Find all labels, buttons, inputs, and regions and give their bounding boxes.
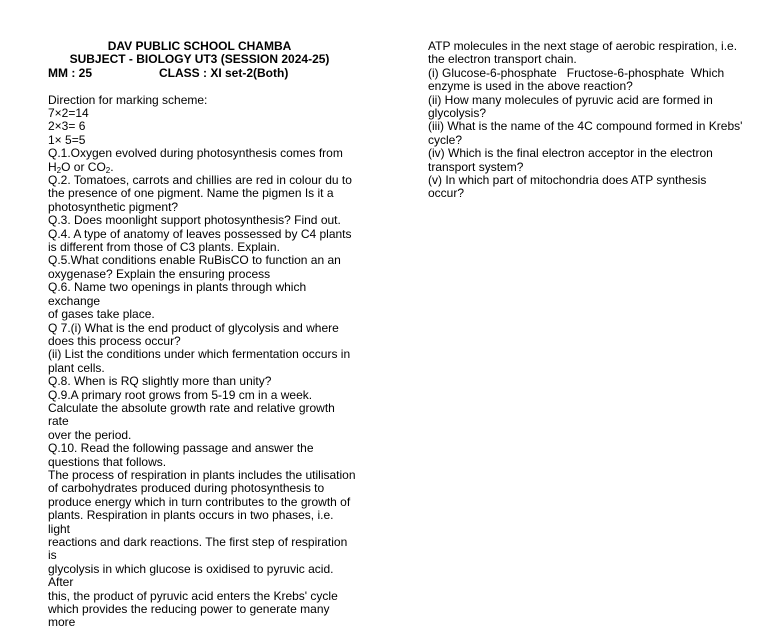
- left-line: 2×3= 6: [48, 119, 86, 134]
- left-line: Q.6. Name two openings in plants through which exchange: [48, 280, 310, 308]
- left-line: Q.9.A primary root grows from 5-19 cm in a week.: [48, 387, 313, 402]
- right-line: (i) Glucose-6-phosphate Fructose-6-phosphate Which: [428, 65, 725, 80]
- right-line: occur?: [428, 186, 465, 201]
- formula-part: 2: [105, 165, 111, 175]
- formula-part: .: [110, 159, 114, 174]
- right-line: enzyme is used in the above reaction?: [428, 79, 633, 94]
- right-line: the electron transport chain.: [428, 52, 577, 67]
- left-line: Q.4. A type of anatomy of leaves possessed by C4 plants: [48, 226, 352, 241]
- right-line: (iii) What is the name of the 4C compound formed in Krebs': [428, 119, 743, 134]
- left-line: (ii) List the conditions under which fermentation occurs in: [48, 347, 351, 362]
- left-line: plants. Respiration in plants occurs in two phases, i.e. light: [48, 508, 337, 536]
- left-line: Q.3. Does moonlight support photosynthesis? Find out.: [48, 213, 341, 228]
- class-label: CLASS : XI set-2(Both): [159, 65, 289, 80]
- right-line: cycle?: [428, 132, 463, 147]
- left-line: Q.1.Oxygen evolved during photosynthesis comes from: [48, 146, 343, 161]
- left-line: reactions and dark reactions. The first step of respiration is: [48, 535, 351, 563]
- left-line: produce energy which in turn contributes to the growth of: [48, 494, 351, 509]
- left-column: [48, 40, 358, 630]
- left-line: Calculate the absolute growth rate and relative growth rate: [48, 400, 339, 429]
- left-line: is different from those of C3 plants. Explain.: [48, 240, 280, 255]
- left-line: of carbohydrates produced during photosynthesis to: [48, 481, 325, 496]
- right-line: ATP molecules in the next stage of aerobic respiration, i.e.: [428, 39, 738, 53]
- left-line: does this process occur?: [48, 333, 181, 348]
- right-line: (v) In which part of mitochondria does ATP synthesis: [428, 173, 707, 188]
- left-line: which provides the reducing power to generate many more: [48, 602, 333, 630]
- left-text-block: [48, 94, 358, 630]
- right-column: [428, 40, 743, 201]
- left-line: The process of respiration in plants includes the utilisation: [48, 467, 356, 482]
- left-line: Q.2. Tomatoes, carrots and chillies are red in colour du to: [48, 173, 352, 188]
- left-line: Q.5.What conditions enable RuBisCO to function an an: [48, 253, 341, 268]
- left-line: Q.10. Read the following passage and answer the: [48, 441, 314, 456]
- document-header: [48, 40, 358, 80]
- left-line: photosynthetic pigment?: [48, 199, 179, 214]
- subject-line: SUBJECT - BIOLOGY UT3 (SESSION 2024-25): [69, 52, 330, 67]
- school-name: DAV PUBLIC SCHOOL CHAMBA: [107, 39, 292, 53]
- left-line: 1× 5=5: [48, 132, 86, 147]
- left-line: over the period.: [48, 427, 132, 442]
- left-line: oxygenase? Explain the ensuring process: [48, 266, 271, 281]
- left-line: Q.8. When is RQ slightly more than unity?: [48, 374, 272, 389]
- left-line: glycolysis in which glucose is oxidised to pyruvic acid. After: [48, 561, 337, 590]
- marks-class-row: [48, 67, 358, 80]
- max-marks: MM : 25: [48, 65, 93, 80]
- left-line: of gases take place.: [48, 307, 155, 322]
- formula-part: H: [48, 159, 57, 174]
- formula-part: O or CO: [61, 159, 106, 174]
- left-line: questions that follows.: [48, 454, 167, 469]
- right-line: glycolysis?: [428, 106, 487, 121]
- left-line: plant cells.: [48, 360, 105, 375]
- formula-part: 2: [56, 165, 62, 175]
- left-line: this, the product of pyruvic acid enters the Krebs' cycle: [48, 588, 338, 603]
- right-line: (ii) How many molecules of pyruvic acid are formed in: [428, 92, 713, 107]
- right-line: (iv) Which is the final electron acceptor in the electron: [428, 146, 713, 161]
- right-text-block: [428, 40, 743, 201]
- left-line: Direction for marking scheme:: [48, 92, 208, 107]
- right-line: transport system?: [428, 159, 524, 174]
- spacer: [48, 80, 358, 93]
- left-line: Q 7.(i) What is the end product of glycolysis and where: [48, 320, 339, 335]
- q1-formula-line: [48, 161, 358, 174]
- left-line: the presence of one pigment. Name the pigmen Is it a: [48, 186, 334, 201]
- left-line: 7×2=14: [48, 106, 89, 120]
